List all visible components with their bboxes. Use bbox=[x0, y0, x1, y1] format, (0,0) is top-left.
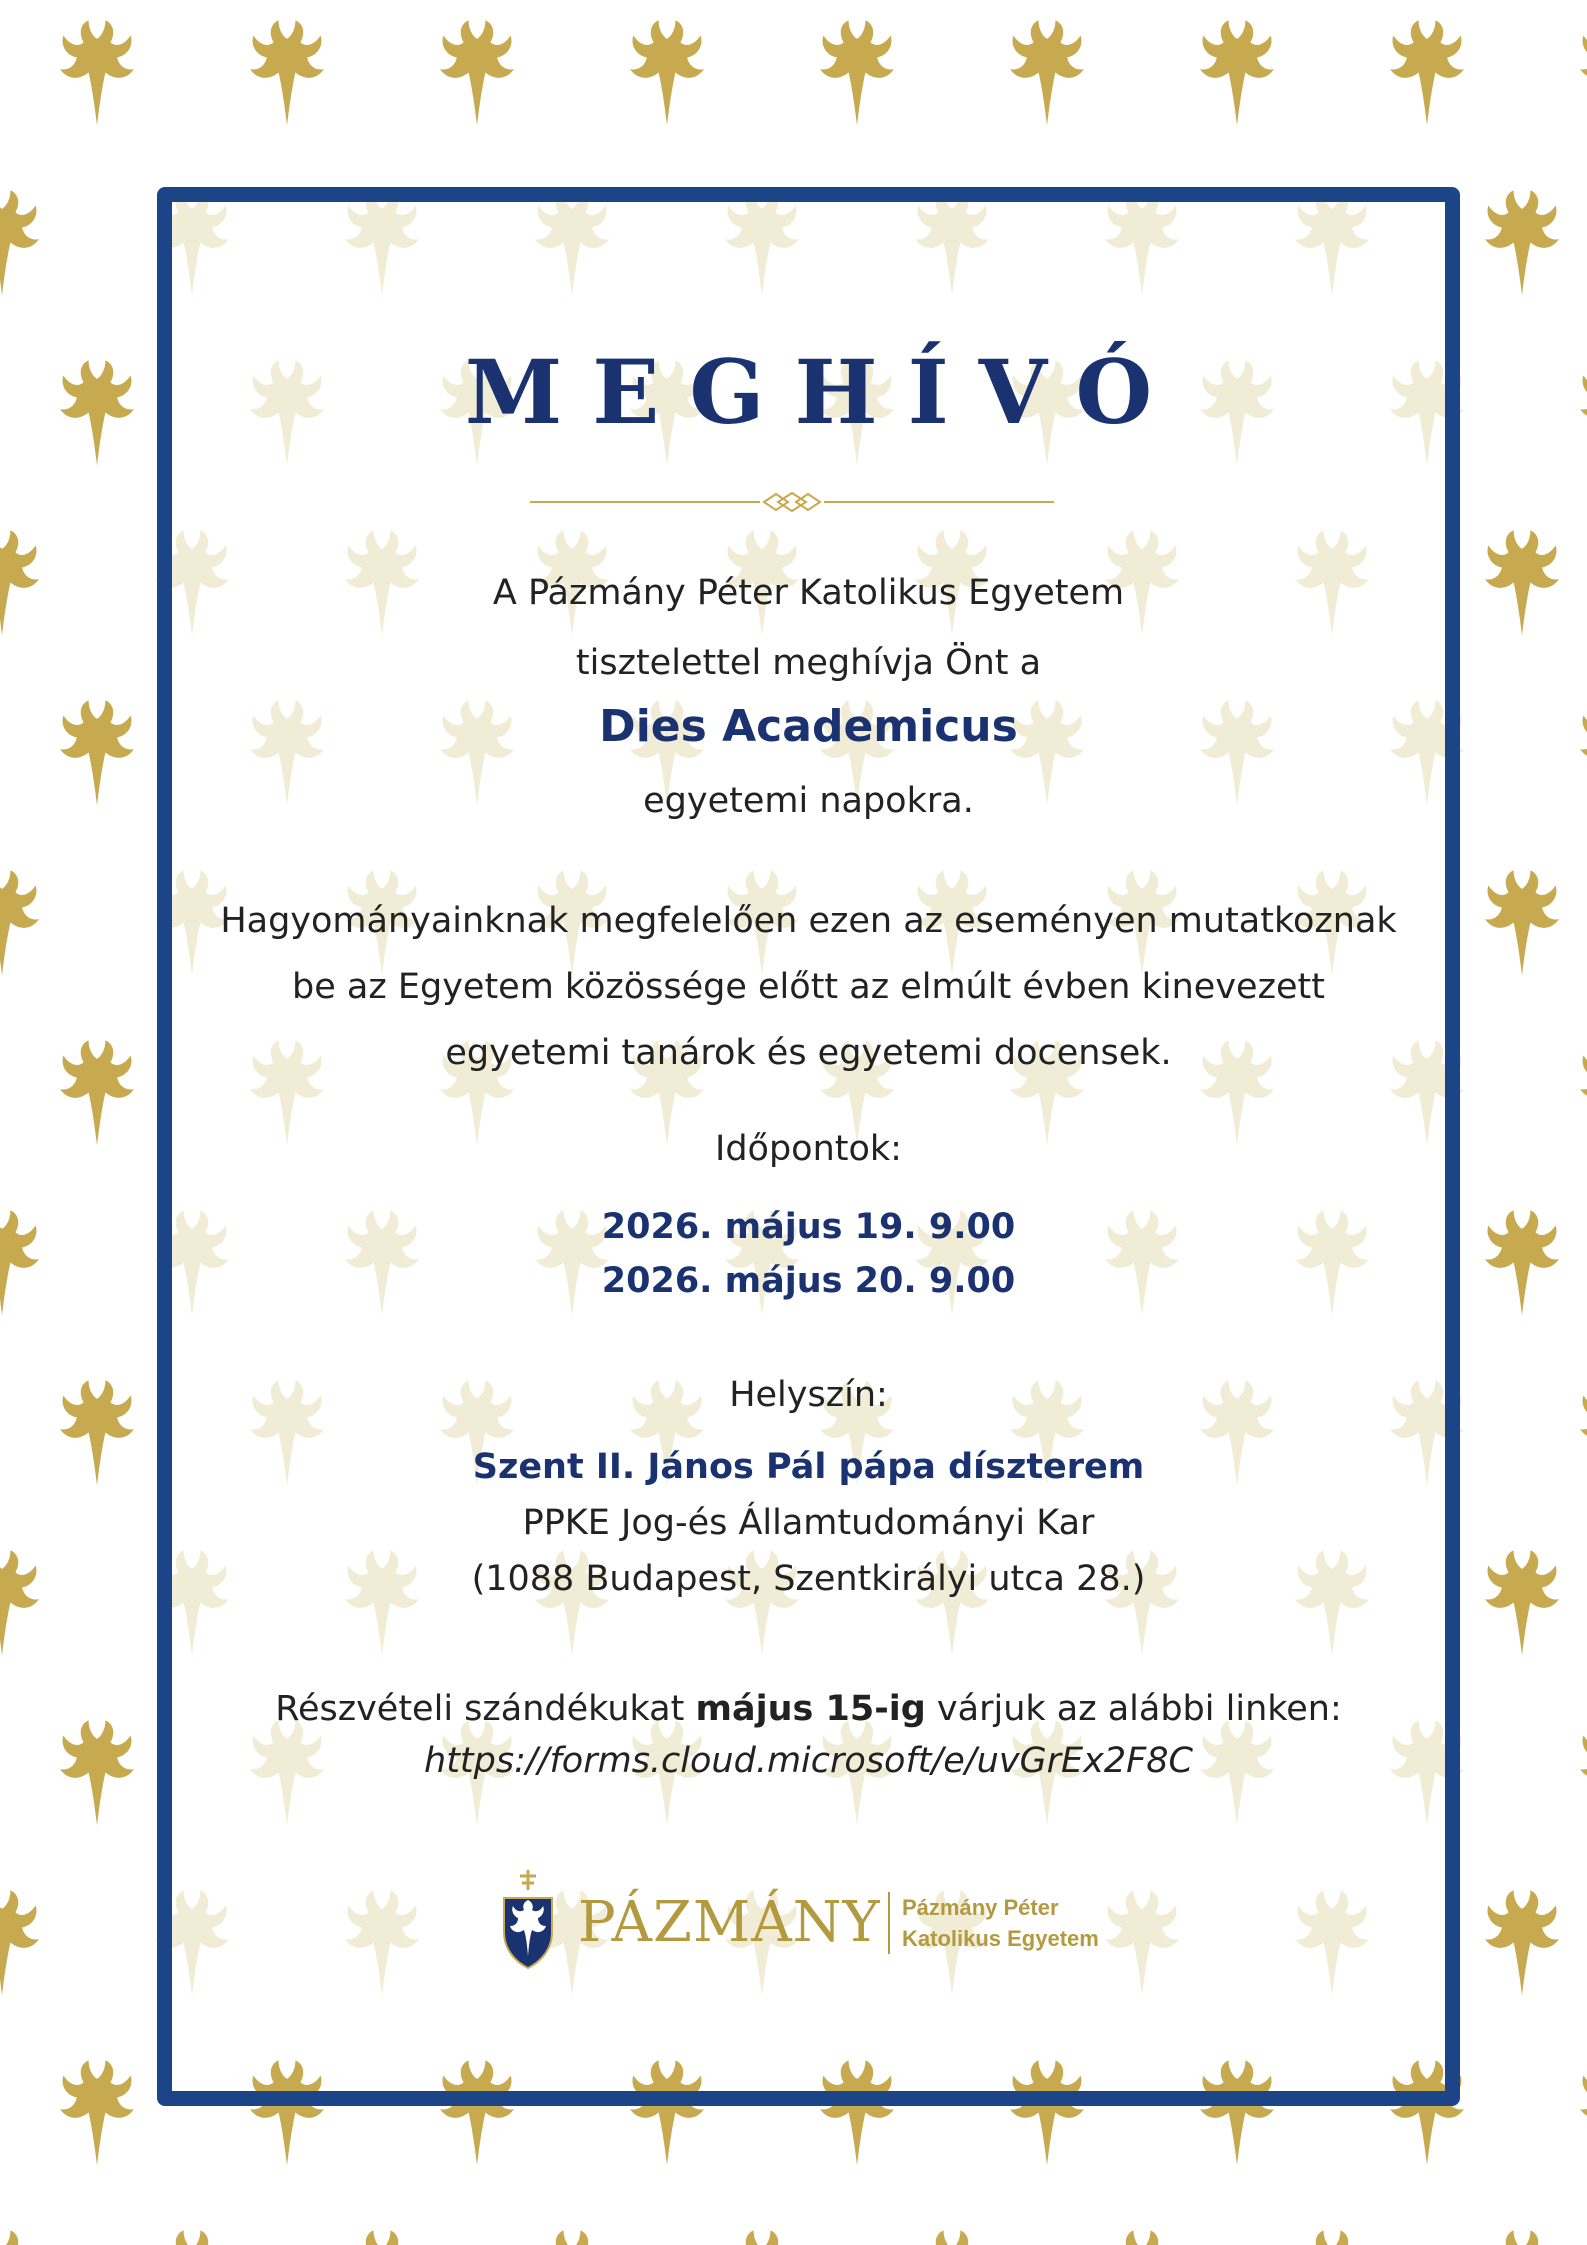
lily-ornament-icon bbox=[0, 870, 39, 975]
logo-divider bbox=[888, 1892, 890, 1954]
invitation-card bbox=[172, 202, 1445, 2091]
lily-ornament-icon bbox=[1580, 1380, 1587, 1485]
lily-ornament-icon bbox=[60, 360, 134, 465]
lily-ornament-icon bbox=[1580, 700, 1587, 805]
event-name: Dies Academicus bbox=[599, 701, 1018, 752]
lily-ornament-icon bbox=[0, 2230, 39, 2245]
rsvp-text bbox=[172, 1684, 1445, 1734]
lily-ornament-icon bbox=[630, 20, 704, 125]
rsvp-deadline: május 15-ig bbox=[695, 1689, 926, 1729]
rsvp-suffix: várjuk az alábbi linken: bbox=[925, 1689, 1342, 1729]
dates-label: Időpontok: bbox=[715, 1129, 902, 1169]
lily-ornament-icon bbox=[1580, 1040, 1587, 1145]
university-logo bbox=[500, 1870, 1120, 1970]
intro-line-1: A Pázmány Péter Katolikus Egyetem bbox=[492, 573, 1125, 613]
lily-ornament-icon bbox=[60, 1040, 134, 1145]
lily-ornament-icon bbox=[1485, 1890, 1559, 1995]
lily-ornament-icon bbox=[1485, 190, 1559, 295]
body-line-2: be az Egyetem közössége előtt az elmúlt évben kinevezett bbox=[292, 967, 1325, 1007]
lily-ornament-icon bbox=[1485, 870, 1559, 975]
logo-subtitle bbox=[902, 1892, 1099, 1954]
lily-ornament-icon bbox=[60, 2060, 134, 2165]
venue-line-2: PPKE Jog-és Államtudományi Kar bbox=[522, 1503, 1095, 1543]
lily-ornament-icon bbox=[820, 20, 894, 125]
intro-line-2: tisztelettel meghívja Önt a bbox=[575, 643, 1042, 683]
lily-ornament-icon bbox=[1010, 20, 1084, 125]
lily-ornament-icon bbox=[1580, 360, 1587, 465]
lily-ornament-icon bbox=[1580, 2060, 1587, 2165]
lily-ornament-icon bbox=[0, 1890, 39, 1995]
event-suffix: egyetemi napokra. bbox=[643, 781, 974, 821]
lily-ornament-icon bbox=[155, 2230, 229, 2245]
lily-ornament-icon bbox=[1580, 1720, 1587, 1825]
lily-ornament-icon bbox=[1390, 20, 1464, 125]
lily-ornament-icon bbox=[1485, 1550, 1559, 1655]
logo-wordmark: PÁZMÁNY bbox=[578, 1890, 881, 1955]
rsvp-prefix: Részvételi szándékukat bbox=[275, 1689, 696, 1729]
lily-ornament-icon bbox=[535, 2230, 609, 2245]
lily-ornament-icon bbox=[60, 20, 134, 125]
lily-ornament-icon bbox=[60, 1380, 134, 1485]
lily-ornament-icon bbox=[0, 530, 39, 635]
lily-ornament-icon bbox=[0, 190, 39, 295]
logo-subtitle-line-1: Pázmány Péter bbox=[902, 1895, 1059, 1920]
ornament-divider bbox=[530, 490, 1054, 514]
university-crest-icon bbox=[500, 1870, 556, 1970]
lily-ornament-icon bbox=[0, 1210, 39, 1315]
lily-ornament-icon bbox=[915, 2230, 989, 2245]
lily-ornament-icon bbox=[1200, 20, 1274, 125]
date-2: 2026. május 20. 9.00 bbox=[601, 1261, 1016, 1301]
venue-address: (1088 Budapest, Szentkirályi utca 28.) bbox=[471, 1559, 1146, 1599]
page-title: MEGHÍVÓ bbox=[464, 340, 1183, 444]
body-line-3: egyetemi tanárok és egyetemi docensek. bbox=[445, 1033, 1172, 1073]
lily-ornament-icon bbox=[1580, 20, 1587, 125]
lily-ornament-icon bbox=[1295, 2230, 1369, 2245]
lily-ornament-icon bbox=[250, 20, 324, 125]
lily-ornament-icon bbox=[345, 2230, 419, 2245]
lily-ornament-icon bbox=[1485, 1210, 1559, 1315]
lily-ornament-icon bbox=[0, 1550, 39, 1655]
rsvp-link[interactable]: https://forms.cloud.microsoft/e/uvGrEx2F8C bbox=[424, 1741, 1193, 1781]
lily-ornament-icon bbox=[60, 1720, 134, 1825]
lily-ornament-icon bbox=[60, 700, 134, 805]
logo-subtitle-line-2: Katolikus Egyetem bbox=[902, 1926, 1099, 1951]
body-line-1: Hagyományainknak megfelelően ezen az eseményen mutatkoznak bbox=[220, 901, 1397, 941]
lily-ornament-icon bbox=[1485, 530, 1559, 635]
lily-ornament-icon bbox=[1485, 2230, 1559, 2245]
date-1: 2026. május 19. 9.00 bbox=[601, 1207, 1016, 1247]
venue-name: Szent II. János Pál pápa díszterem bbox=[472, 1447, 1145, 1487]
lily-ornament-icon bbox=[725, 2230, 799, 2245]
lily-ornament-icon bbox=[1105, 2230, 1179, 2245]
venue-label: Helyszín: bbox=[729, 1375, 888, 1415]
lily-ornament-icon bbox=[440, 20, 514, 125]
